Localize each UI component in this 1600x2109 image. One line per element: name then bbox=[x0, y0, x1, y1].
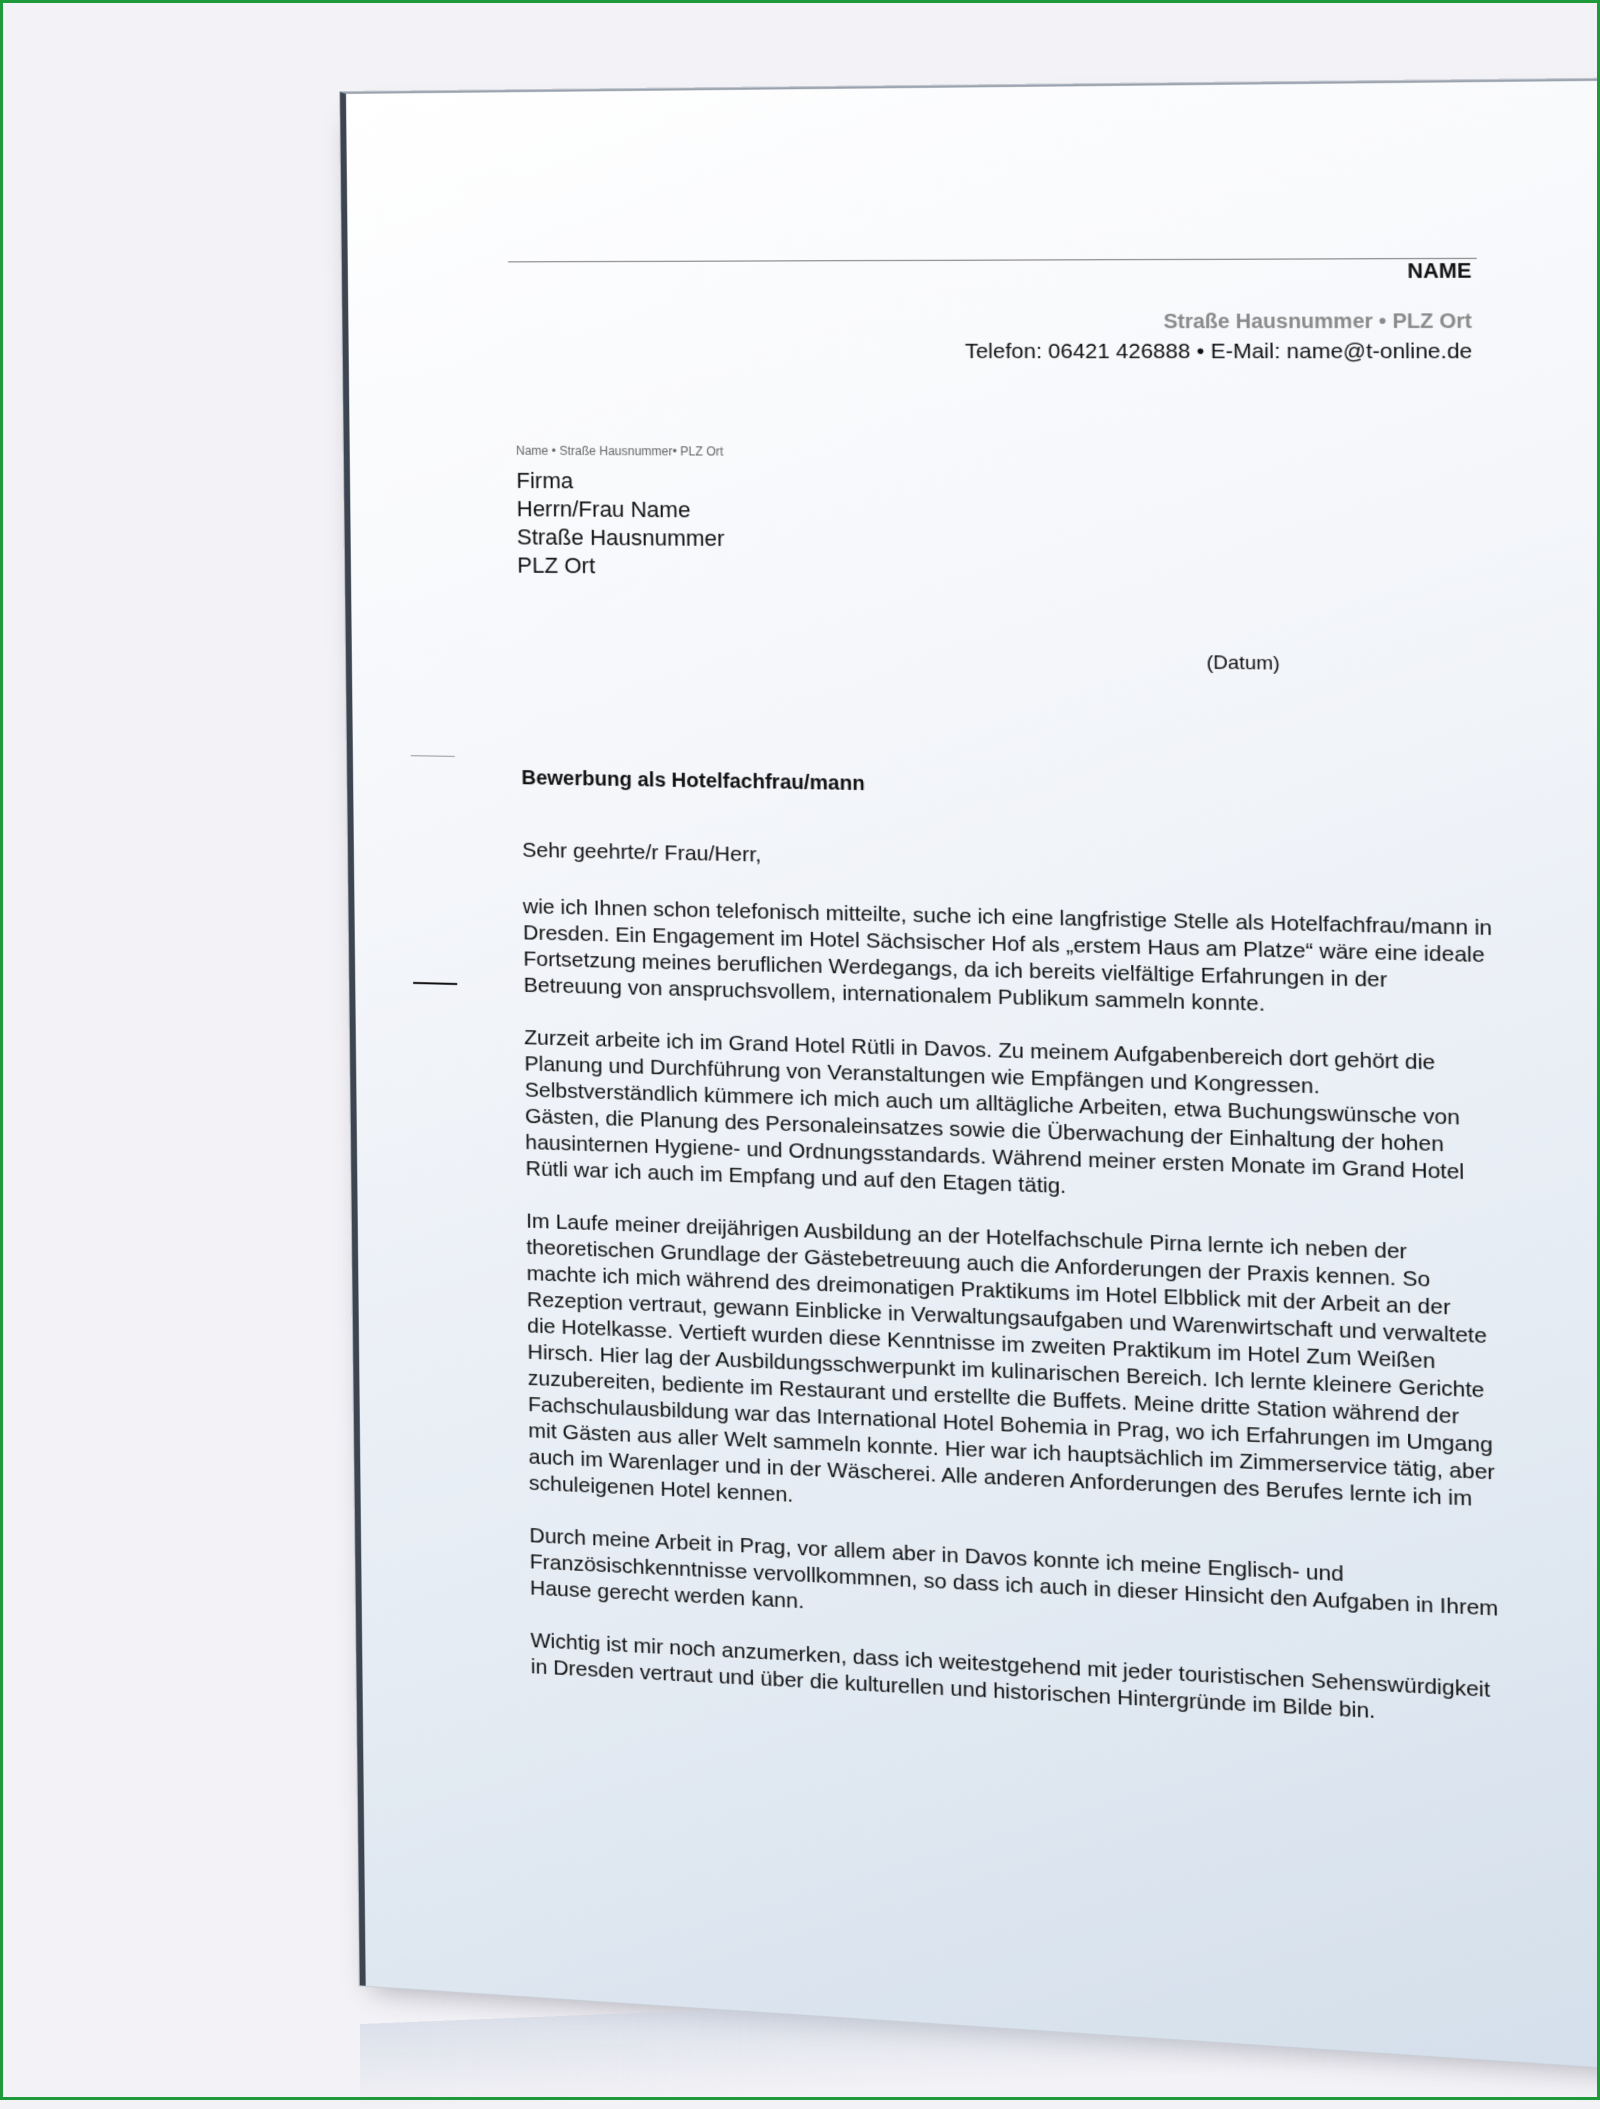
letter-date: (Datum) bbox=[1206, 652, 1280, 675]
fold-mark bbox=[411, 755, 455, 757]
body-paragraph: wie ich Ihnen schon telefonisch mitteilte, suche ich eine langfristige Stelle als Hotelfachfrau/mann in Dresden. Ein Engagement im Hotel Sächsischer Hof als „erstem Haus am Platze“ wäre eine ideale Fortsetzung meines beruflichen Werdegangs, da ich bereits vielfältige Erfahrungen in der Betreuung von anspruchsvollem, internationalem Publikum sammeln konnte. bbox=[522, 895, 1493, 1016]
letter-page bbox=[340, 78, 1600, 2070]
letter-subject: Bewerbung als Hotelfachfrau/mann bbox=[521, 767, 865, 796]
letterhead-address: Straße Hausnummer • PLZ Ort bbox=[1163, 310, 1473, 334]
recipient-street: Straße Hausnummer bbox=[516, 524, 725, 552]
letterhead-contact: Telefon: 06421 426888 • E-Mail: name@t-online.de bbox=[964, 339, 1473, 364]
body-paragraph: Durch meine Arbeit in Prag, vor allem aber in Davos konnte ich meine Englisch- und Französischkenntnisse vervollkommnen, so dass ich auch in dieser Hinsicht den Aufgaben in Ihrem Hause gerecht werden kann. bbox=[529, 1523, 1499, 1621]
recipient-person: Herrn/Frau Name bbox=[516, 496, 691, 523]
body-paragraph: Zurzeit arbeite ich im Grand Hotel Rütli in Davos. Zu meinem Aufgabenbereich dort gehört die Planung und Durchführung von Veranstaltungen wie Empfängen und Kongressen. Selbstverständlich kümmere ich mich auch um alltägliche Arbeiten, etwa Buchungswünsche von Gästen, die Planung des Personaleinsatzes sowie die Überwachung der Einhaltung der hohen hausinternen Hygiene- und Ordnungsstandards. Während meiner ersten Monate im Grand Hotel Rütli war ich auch im Empfang und auf den Etagen tätig. bbox=[524, 1026, 1465, 1199]
body-paragraph: Im Laufe meiner dreijährigen Ausbildung an der Hotelfachschule Pirna lernte ich neben der theoretischen Grundlage der Gästebetreuung auch die Anforderungen der Praxis kennen. So machte ich mich während des dreimonatigen Praktikums im Hotel Elbblick mit der Arbeit an der Rezeption vertraut, gewann Einblicke in Verwaltungsaufgaben und Warenwirtschaft und verwaltete die Hotelkasse. Vertieft wurden diese Kenntnisse im zweiten Praktikum im Hotel Zum Weißen Hirsch. Hier lag der Ausbildungsschwerpunkt im kulinarischen Bereich. Ich lernte kleinere Gerichte zuzubereiten, bediente im Restaurant und erstellte die Buffets. Meine dritte Station während der Fachschulausbildung war das International Hotel Bohemia in Prag, wo ich Erfahrungen im Umgang mit Gästen aus aller Welt sammeln konnte. Hier war ich hauptsächlich im Zimmerservice tätig, aber auch im Warenlager und in der Wäscherei. Alle anderen Anforderungen des Berufes lernte ich im schuleigenen Hotel kennen. bbox=[525, 1209, 1496, 1511]
salutation: Sehr geehrte/r Frau/Herr, bbox=[522, 838, 762, 867]
letter-content bbox=[346, 81, 1600, 2071]
body-paragraph: Wichtig ist mir noch anzumerken, dass ich weitestgehend mit jeder touristischen Sehenswürdigkeit in Dresden vertraut und über die kulturellen und historischen Hintergründe im Bilde bin. bbox=[530, 1628, 1491, 1724]
sender-return-line: Name • Straße Hausnummer• PLZ Ort bbox=[515, 443, 724, 459]
header-rule bbox=[508, 258, 1477, 263]
recipient-city: PLZ Ort bbox=[517, 552, 596, 579]
recipient-company: Firma bbox=[516, 467, 574, 494]
punch-mark bbox=[413, 982, 457, 985]
letterhead-name: NAME bbox=[1407, 259, 1472, 284]
recipient-address bbox=[516, 467, 725, 582]
letter-body bbox=[522, 838, 1502, 1760]
